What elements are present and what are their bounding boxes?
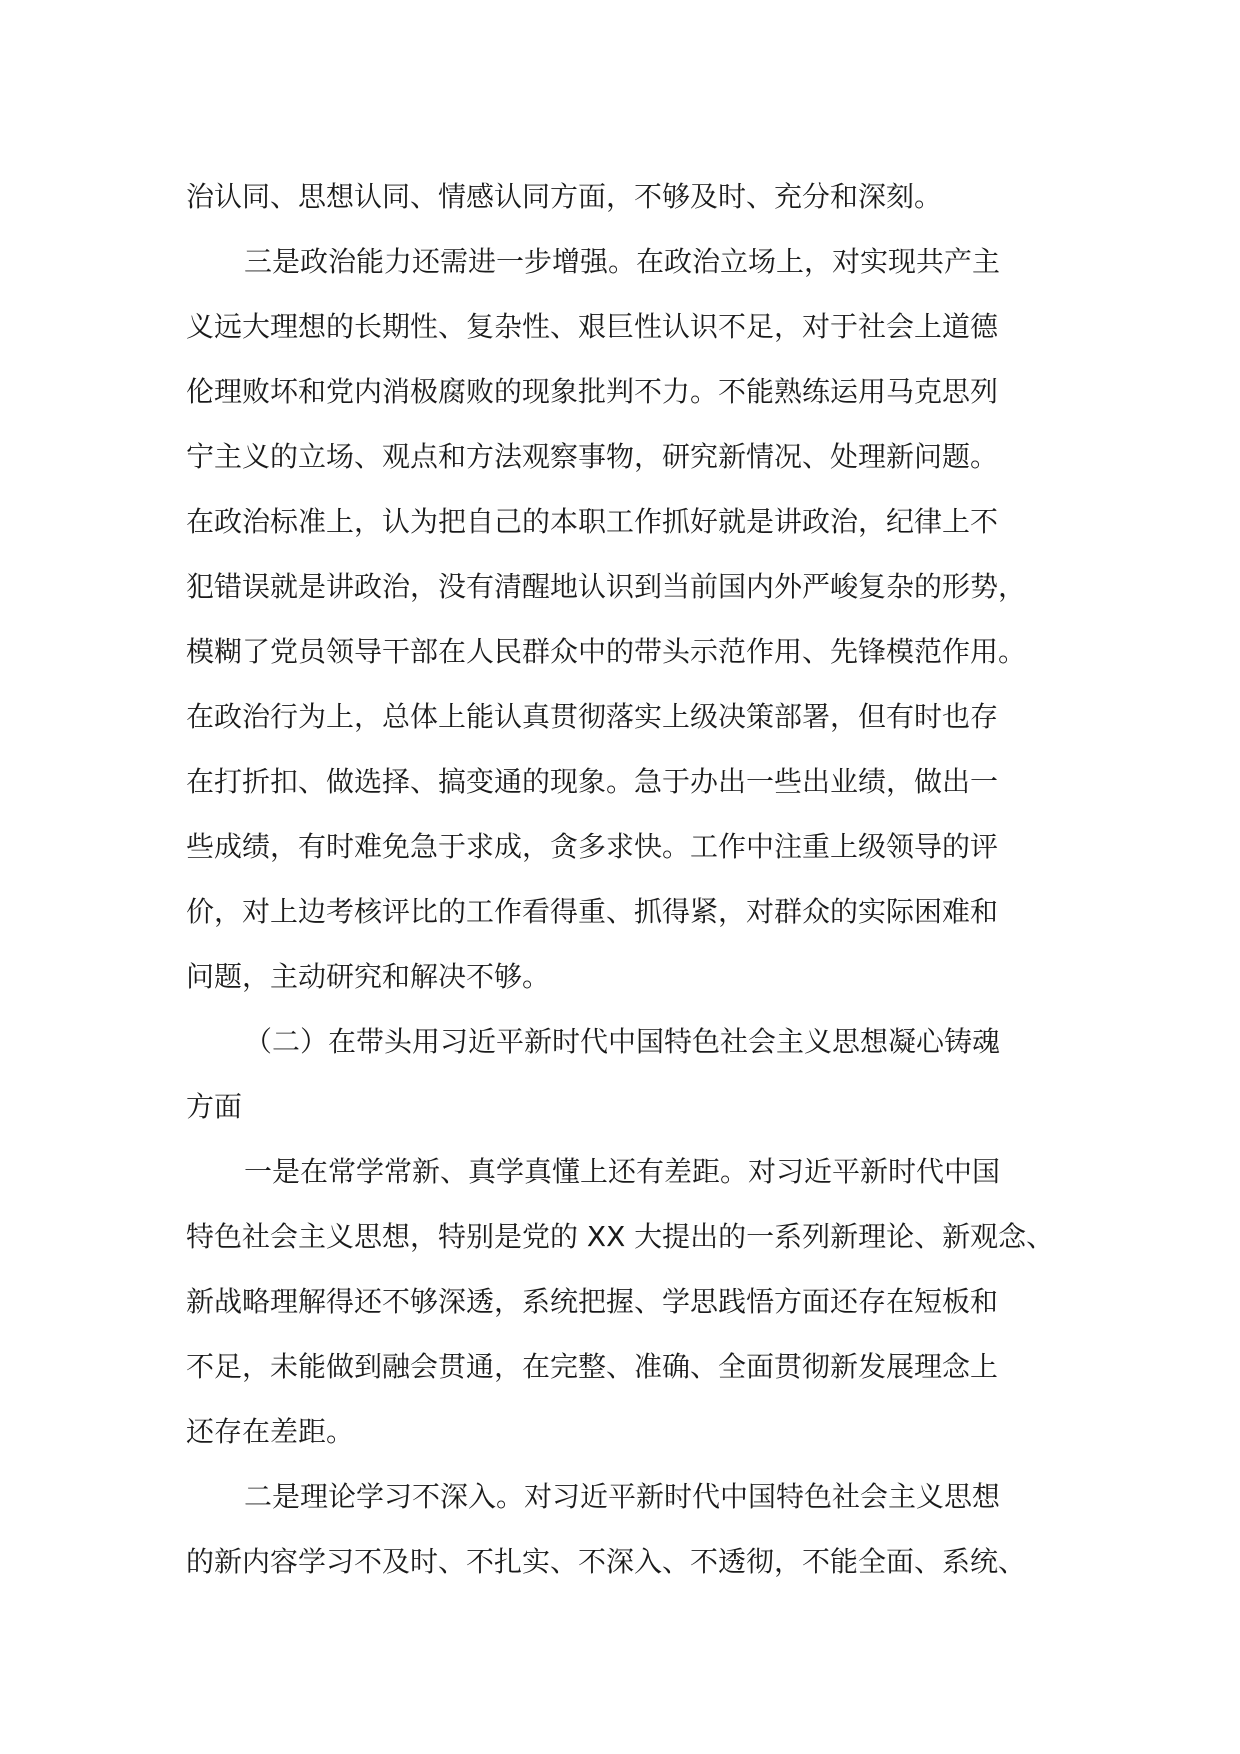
text-line: 一是在常学常新、真学真懂上还有差距。对习近平新时代中国 — [244, 1155, 1001, 1188]
text-line: 新战略理解得还不够深透，系统把握、学思践悟方面还存在短板和 — [186, 1285, 999, 1318]
text-line: 在政治标准上，认为把自己的本职工作抓好就是讲政治，纪律上不 — [186, 505, 999, 538]
document-body — [186, 164, 1084, 1594]
text-line: 特色社会主义思想，特别是党的 XX 大提出的一系列新理论、新观念、 — [186, 1220, 1055, 1253]
text-line: 问题，主动研究和解决不够。 — [186, 960, 551, 993]
text-line: 模糊了党员领导干部在人民群众中的带头示范作用、先锋模范作用。 — [186, 635, 1027, 668]
text-line: 些成绩，有时难免急于求成，贪多求快。工作中注重上级领导的评 — [186, 830, 999, 863]
text-line: 价，对上边考核评比的工作看得重、抓得紧，对群众的实际困难和 — [186, 895, 999, 928]
text-line: 二是理论学习不深入。对习近平新时代中国特色社会主义思想 — [244, 1480, 1001, 1513]
text-line: 在政治行为上，总体上能认真贯彻落实上级决策部署，但有时也存 — [186, 700, 999, 733]
text-line: 还存在差距。 — [186, 1415, 355, 1448]
text-line: 伦理败坏和党内消极腐败的现象批判不力。不能熟练运用马克思列 — [186, 375, 999, 408]
text-line: 的新内容学习不及时、不扎实、不深入、不透彻，不能全面、系统、 — [186, 1545, 1027, 1578]
text-line: 治认同、思想认同、情感认同方面，不够及时、充分和深刻。 — [186, 180, 943, 213]
text-line: 宁主义的立场、观点和方法观察事物，研究新情况、处理新问题。 — [186, 440, 999, 473]
text-line: 三是政治能力还需进一步增强。在政治立场上，对实现共产主 — [244, 245, 1001, 278]
text-line: 义远大理想的长期性、复杂性、艰巨性认识不足，对于社会上道德 — [186, 310, 999, 343]
section-heading-line: 方面 — [186, 1090, 243, 1123]
section-heading-line: （二）在带头用习近平新时代中国特色社会主义思想凝心铸魂 — [244, 1025, 1001, 1058]
text-line: 犯错误就是讲政治，没有清醒地认识到当前国内外严峻复杂的形势， — [186, 570, 1027, 603]
text-line: 不足，未能做到融会贯通，在完整、准确、全面贯彻新发展理念上 — [186, 1350, 999, 1383]
text-line: 在打折扣、做选择、搞变通的现象。急于办出一些出业绩，做出一 — [186, 765, 999, 798]
